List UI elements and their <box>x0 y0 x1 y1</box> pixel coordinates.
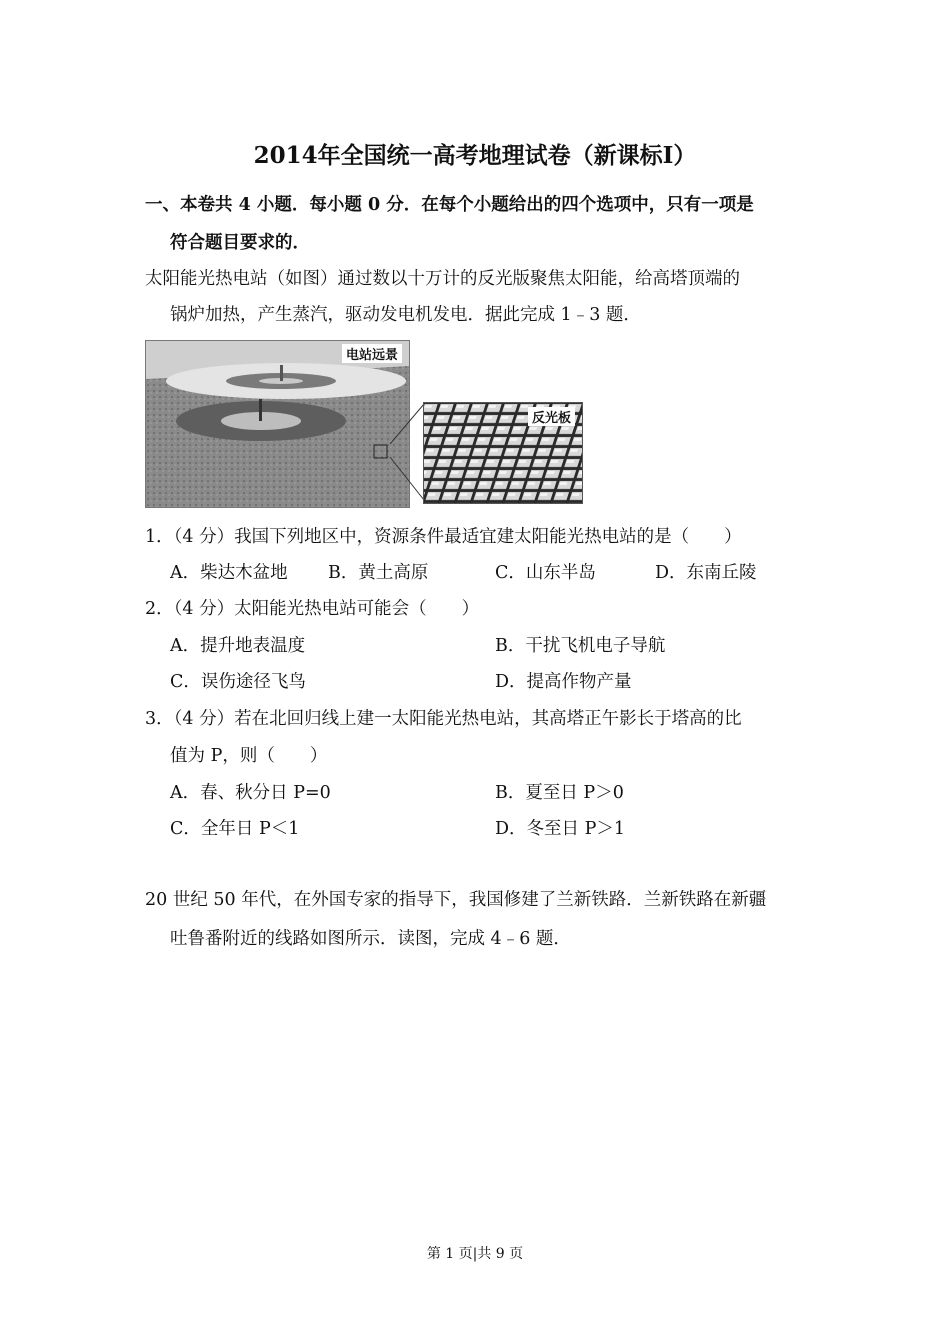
q3-option-a: A．春、秋分日 P=0 <box>170 783 331 803</box>
section-heading-line2: 符合题目要求的． <box>170 233 310 253</box>
q3-option-d: D．冬至日 P＞1 <box>495 819 626 839</box>
page-footer: 第 1 页|共 9 页 <box>426 1246 524 1262</box>
page-title: 2014年全国统一高考地理试卷（新课标Ⅰ） <box>253 142 697 169</box>
q3-option-c: C．全年日 P＜1 <box>170 819 300 839</box>
q1-option-c: C．山东半岛 <box>495 563 596 583</box>
question-3-stem-line1: 3．（4 分）若在北回归线上建一太阳能光热电站，其高塔正午影长于塔高的比 <box>145 709 742 729</box>
question-3-stem-line2: 值为 P，则（ ） <box>170 746 328 766</box>
q1-option-d: D．东南丘陵 <box>655 563 757 583</box>
intro2-line2: 吐鲁番附近的线路如图所示．读图，完成 4﹣6 题． <box>170 929 571 949</box>
q1-option-a: A．柴达木盆地 <box>170 563 288 583</box>
q2-option-b: B．干扰飞机电子导航 <box>495 636 666 656</box>
section-heading-line1: 一、本卷共 4 小题．每小题 0 分．在每个小题给出的四个选项中，只有一项是 <box>145 195 754 215</box>
power-station-photo <box>145 340 410 508</box>
q2-option-d: D．提高作物产量 <box>495 672 632 692</box>
figure-label-inset: 反光板 <box>528 407 575 426</box>
intro1-line2: 锅炉加热，产生蒸汽，驱动发电机发电．据此完成 1﹣3 题． <box>170 305 641 325</box>
intro1-line1: 太阳能光热电站（如图）通过数以十万计的反光版聚焦太阳能，给高塔顶端的 <box>145 269 740 289</box>
q3-option-b: B．夏至日 P＞0 <box>495 783 624 803</box>
reflector-panels-photo <box>423 402 583 504</box>
q2-option-c: C．误伤途径飞鸟 <box>170 672 306 692</box>
q2-option-a: A．提升地表温度 <box>170 636 306 656</box>
q1-option-b: B．黄土高原 <box>328 563 429 583</box>
question-1-stem: 1．（4 分）我国下列地区中，资源条件最适宜建太阳能光热电站的是（ ） <box>145 527 742 547</box>
question-2-stem: 2．（4 分）太阳能光热电站可能会（ ） <box>145 599 480 619</box>
figure-label-main: 电站远景 <box>342 344 402 363</box>
intro2-line1: 20 世纪 50 年代，在外国专家的指导下，我国修建了兰新铁路．兰新铁路在新疆 <box>145 890 767 910</box>
